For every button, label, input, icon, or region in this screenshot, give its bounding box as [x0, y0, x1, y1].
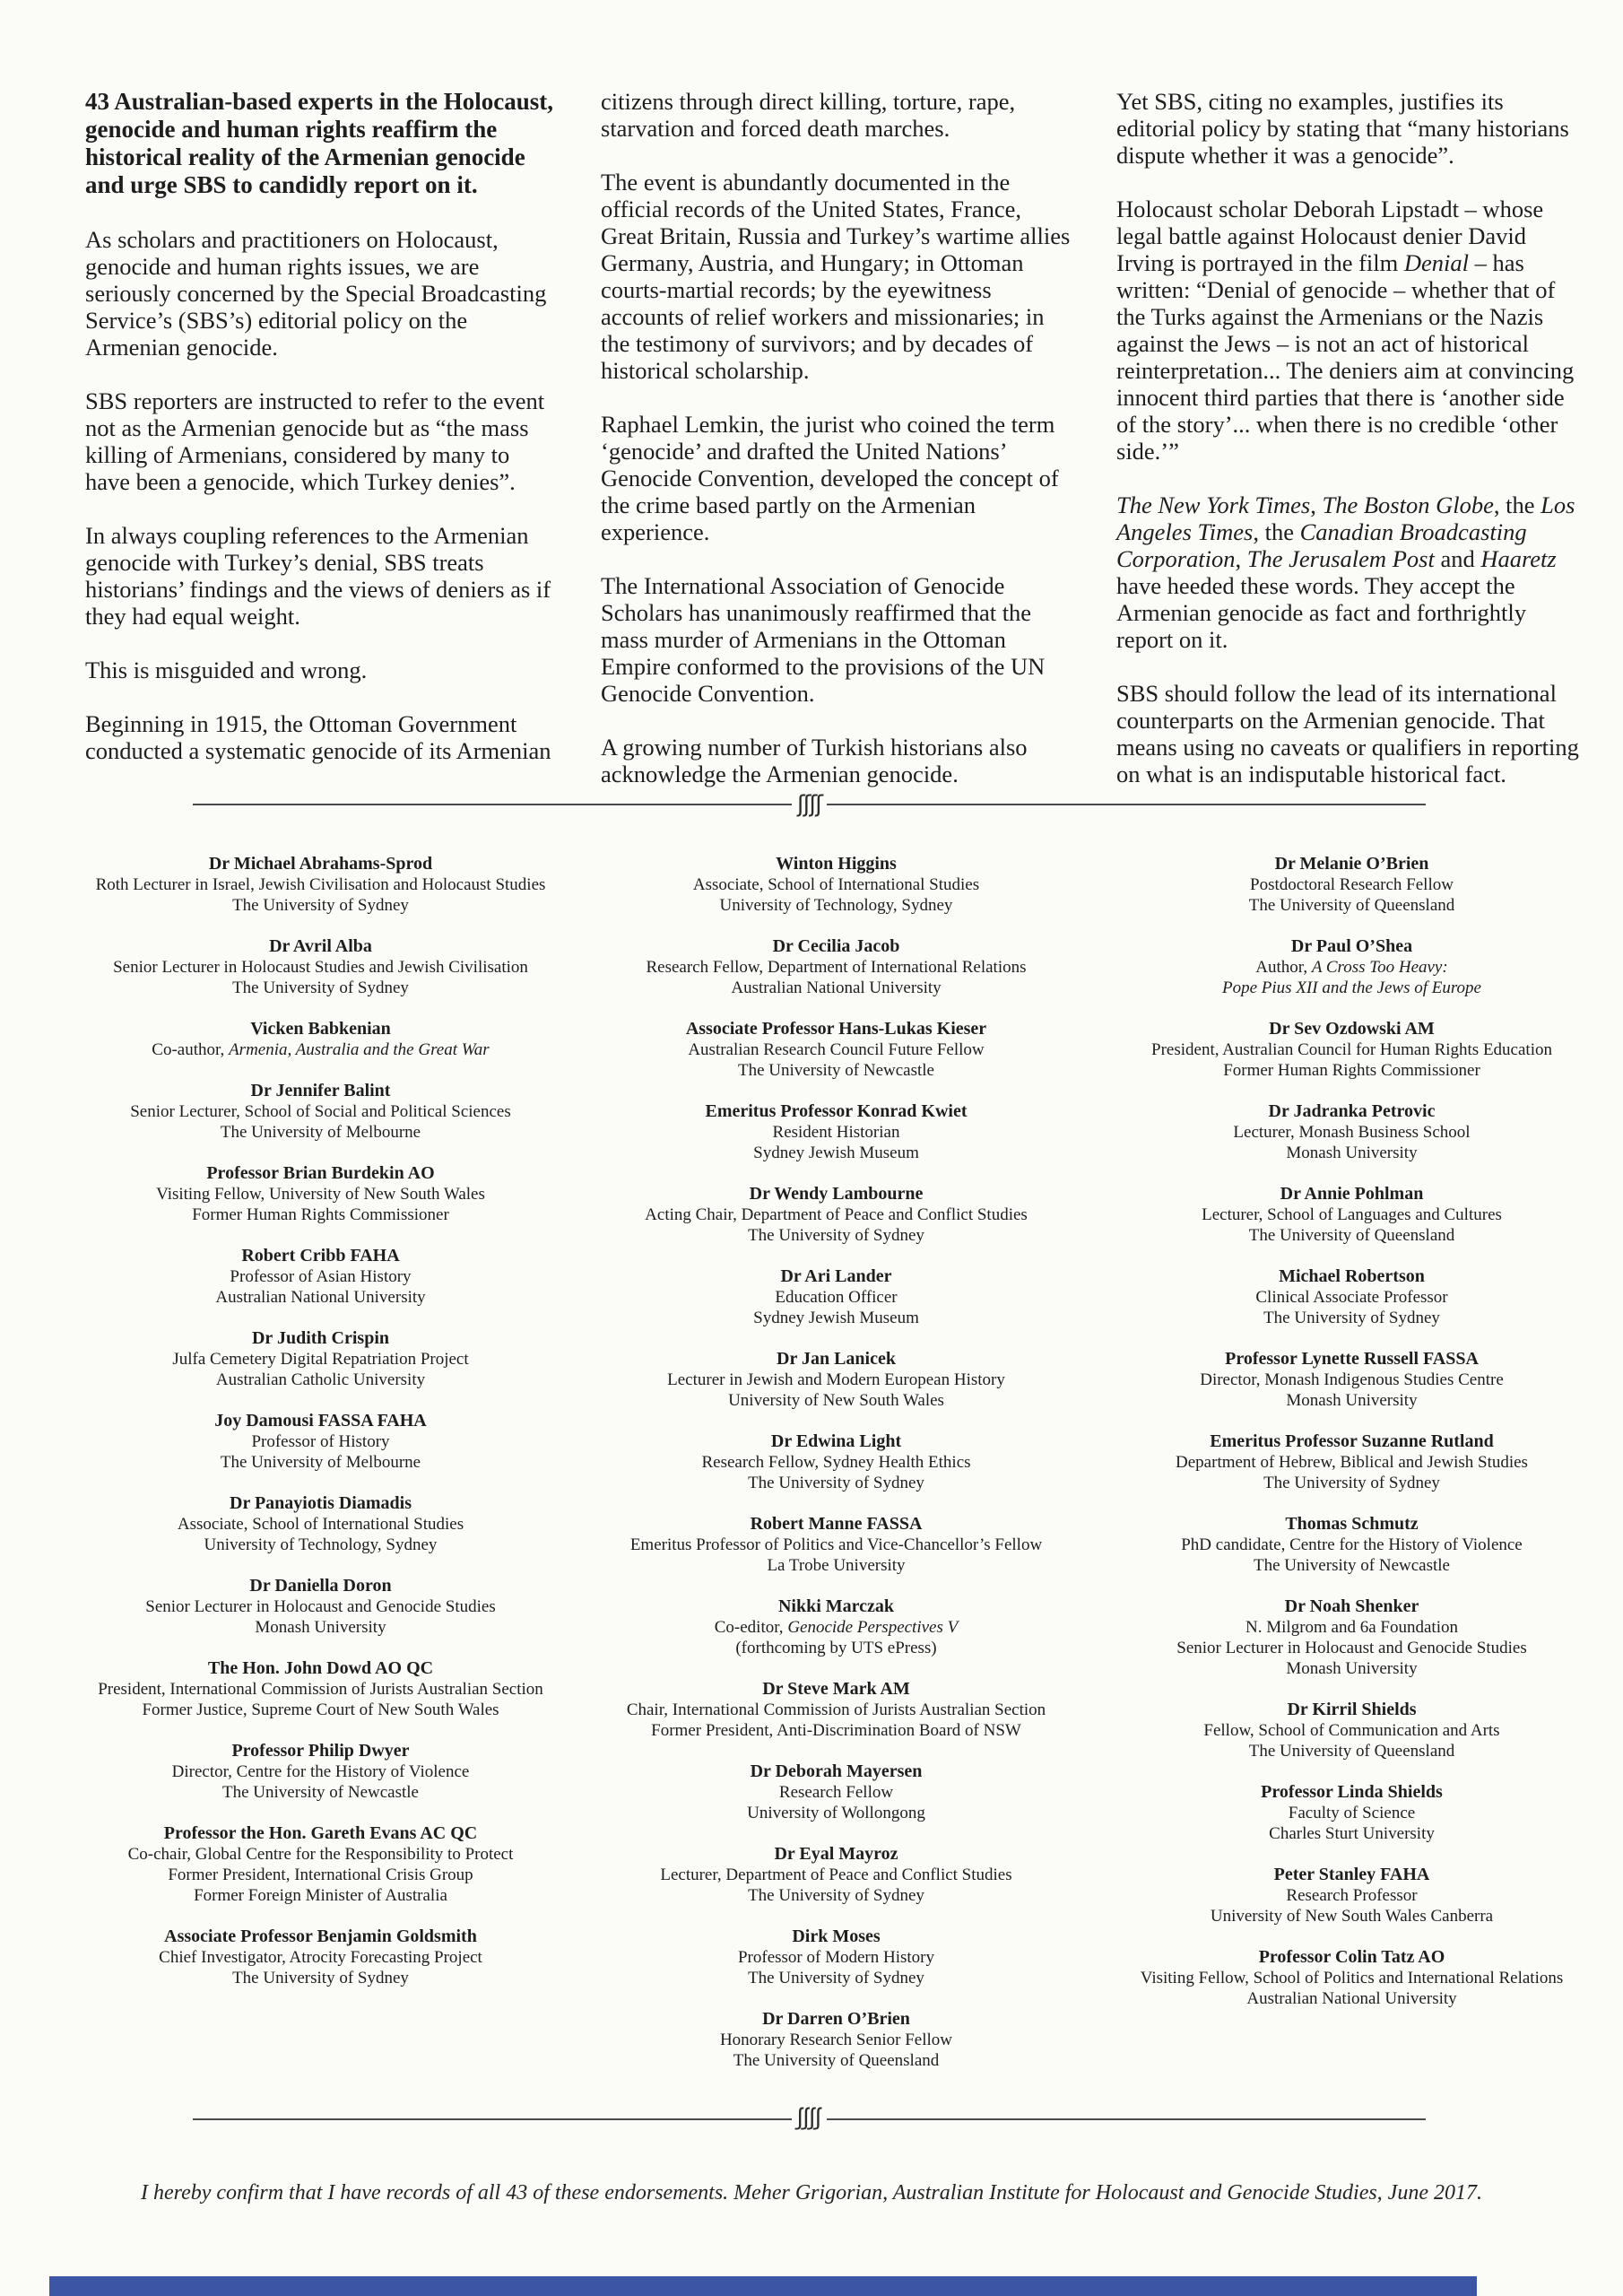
statement-paragraphs-2 [601, 88, 1072, 787]
signatory-name: Professor Linda Shields [1261, 1782, 1443, 1802]
signatory-entry [601, 1926, 1072, 1988]
signatory-name: Dirk Moses [792, 1926, 881, 1946]
signatory-detail: Australian Catholic University [215, 1370, 426, 1389]
signatory-entry [1116, 854, 1587, 916]
signatory-entry [1116, 1101, 1587, 1163]
signatory-detail: Co-chair, Global Centre for the Responsibility to Protect [127, 1845, 514, 1864]
signatory-detail: Faculty of Science [1288, 1804, 1416, 1822]
statement-paragraph: citizens through direct killing, torture, rape, starvation and forced death marches. [601, 88, 1016, 142]
signatory-detail: Department of Hebrew, Biblical and Jewish Studies [1176, 1453, 1528, 1472]
signatory-detail: La Trobe University [767, 1556, 906, 1575]
statement-paragraph: The International Association of Genocide Scholars has unanimously reaffirmed that the mass murder of Armenians in the Ottoman Empire conformed to the provisions of the UN Genocide Convention. [601, 572, 1046, 707]
statement-headline: 43 Australian-based experts in the Holocaust, genocide and human rights reaffirm the historical reality of the Armenian genocide and urge SBS to candidly report on it. [85, 88, 554, 198]
statement-paragraph: A growing number of Turkish historians also acknowledge the Armenian genocide. [601, 734, 1028, 787]
signatory-detail: N. Milgrom and 6a Foundation [1245, 1618, 1458, 1637]
signatory-name: Professor Colin Tatz AO [1258, 1947, 1445, 1967]
signatory-detail: Fellow, School of Communication and Arts [1203, 1721, 1500, 1740]
signatory-entry [1116, 1947, 1587, 2009]
signatory-name: Associate Professor Hans-Lukas Kieser [685, 1019, 987, 1039]
signatory-name: Joy Damousi FASSA FAHA [214, 1411, 427, 1431]
divider-rule-right [827, 2118, 1426, 2120]
signatory-entry [1116, 1700, 1587, 1761]
signatory-detail: The University of Sydney [232, 1969, 409, 1987]
signatory-detail: (forthcoming by UTS ePress) [735, 1639, 937, 1657]
signatory-detail: The University of Melbourne [220, 1123, 421, 1142]
signatory-entry [601, 2009, 1072, 2071]
signatory-detail: Director, Centre for the History of Violence [171, 1762, 470, 1781]
signatory-column-2 [601, 854, 1072, 2092]
signatory-entry [85, 1081, 556, 1143]
signatory-entry [1116, 1431, 1587, 1493]
signatory-entry [601, 936, 1072, 998]
signatory-name: Dr Sev Ozdowski AM [1269, 1019, 1435, 1039]
signatory-entry [601, 1184, 1072, 1246]
signatory-name: Dr Jadranka Petrovic [1268, 1101, 1436, 1121]
signatory-detail: Professor of Asian History [230, 1267, 412, 1286]
signatory-detail: Research Fellow, Sydney Health Ethics [701, 1453, 971, 1472]
signatory-detail: The University of Queensland [1248, 896, 1455, 915]
signatory-detail: Monash University [1286, 1659, 1418, 1678]
signatory-name: Robert Manne FASSA [750, 1514, 923, 1534]
signatory-column-3 [1116, 854, 1587, 2092]
signatory-name: Dr Noah Shenker [1284, 1596, 1419, 1616]
signatory-entry [1116, 1782, 1587, 1844]
signatory-detail: Author, A Cross Too Heavy: [1255, 958, 1448, 977]
signatory-entry [601, 854, 1072, 916]
signatory-detail: Associate, School of International Studies [177, 1515, 464, 1534]
statement-paragraph: Beginning in 1915, the Ottoman Government conducted a systematic genocide of its Armenian [85, 710, 551, 764]
signatory-entry [85, 1328, 556, 1390]
signatory-detail: Professor of Modern History [737, 1948, 934, 1967]
signatory-detail: Monash University [1286, 1391, 1418, 1410]
signatory-detail: The University of Sydney [748, 1474, 924, 1492]
signatory-entry [85, 1823, 556, 1906]
signatory-name: Vicken Babkenian [250, 1019, 391, 1039]
signatory-detail: Monash University [1286, 1144, 1418, 1162]
signatory-detail: Sydney Jewish Museum [753, 1309, 919, 1327]
signatory-detail: Pope Pius XII and the Jews of Europe [1222, 978, 1481, 997]
signatory-detail: The University of Sydney [748, 1886, 924, 1905]
divider-rule-right [827, 804, 1426, 805]
signatory-entry [601, 1349, 1072, 1411]
signatory-detail: Lecturer, School of Languages and Cultures [1202, 1205, 1502, 1224]
signatory-detail: Director, Monash Indigenous Studies Centre [1200, 1370, 1504, 1389]
signatory-detail: University of Wollongong [747, 1804, 925, 1822]
signatory-entry [1116, 1266, 1587, 1328]
signatory-detail: The University of Sydney [1263, 1309, 1440, 1327]
signatory-name: Dr Wendy Lambourne [749, 1184, 924, 1204]
signatory-entry [1116, 1349, 1587, 1411]
signatory-entry [601, 1761, 1072, 1823]
signatory-detail: Associate, School of International Studies [692, 875, 980, 894]
signatory-detail: Visiting Fellow, University of New South Wales [156, 1185, 485, 1204]
statement-paragraph: This is misguided and wrong. [85, 657, 368, 683]
signatory-name: Peter Stanley FAHA [1273, 1865, 1430, 1884]
statement-paragraph: Raphael Lemkin, the jurist who coined the term ‘genocide’ and drafted the United Nations’ Genocide Convention, developed the concept of the crime based partly on the Armenian experience. [601, 411, 1059, 545]
signatory-name: Dr Steve Mark AM [762, 1679, 910, 1699]
signatory-detail: The University of Newcastle [738, 1061, 934, 1080]
signatory-detail: The University of Newcastle [222, 1783, 419, 1802]
signatory-entry [601, 1844, 1072, 1906]
signatory-name: Dr Daniella Doron [249, 1576, 392, 1596]
signatory-detail: The University of Queensland [1248, 1742, 1455, 1761]
signatory-detail: Charles Sturt University [1269, 1824, 1435, 1843]
signatory-name: Dr Panayiotis Diamadis [230, 1493, 412, 1513]
statement-paragraph: SBS reporters are instructed to refer to the event not as the Armenian genocide but as “the mass killing of Armenians, considered by many to have been a genocide, which Turkey denies”. [85, 387, 545, 495]
signatory-name: Thomas Schmutz [1285, 1514, 1419, 1534]
signatory-name: Winton Higgins [776, 854, 897, 874]
confirmation-line: I hereby confirm that I have records of all 43 of these endorsements. Meher Grigorian, Australian Institute for Holocaust and Genocide Studies, June 2017. [140, 2181, 1482, 2205]
signatory-detail: Visiting Fellow, School of Politics and International Relations [1140, 1969, 1564, 1987]
signatory-entry [85, 854, 556, 916]
section-mark-icon: ʃʃʃʃ [797, 2106, 821, 2133]
signatory-entry [1116, 936, 1587, 998]
signatory-detail: Former President, International Crisis Group [168, 1866, 473, 1884]
section-mark-icon: ʃʃʃʃ [797, 791, 821, 818]
signatory-detail: Lecturer, Department of Peace and Conflict Studies [660, 1866, 1012, 1884]
signatory-detail: The University of Melbourne [220, 1453, 421, 1472]
signatory-entry [85, 1741, 556, 1803]
statement-column-1 [85, 88, 556, 814]
signatory-name: Dr Michael Abrahams-Sprod [208, 854, 433, 874]
signatory-entry [601, 1266, 1072, 1328]
signatory-entry [85, 1411, 556, 1473]
signatory-entry [601, 1019, 1072, 1081]
top-divider [193, 789, 1426, 820]
signatory-detail: The University of Sydney [748, 1226, 924, 1245]
signatory-detail: Honorary Research Senior Fellow [719, 2031, 953, 2049]
signatory-entry [85, 1576, 556, 1638]
signatory-detail: Senior Lecturer in Holocaust Studies and Jewish Civilisation [113, 958, 528, 977]
signatory-detail: Research Fellow, Department of International Relations [646, 958, 1027, 977]
signatory-detail: Resident Historian [772, 1123, 900, 1142]
signatory-detail: Julfa Cemetery Digital Repatriation Project [172, 1350, 469, 1369]
signatory-detail: Australian National University [215, 1288, 426, 1307]
signatory-name: Dr Eyal Mayroz [774, 1844, 898, 1864]
signatory-detail: Emeritus Professor of Politics and Vice-Chancellor’s Fellow [629, 1535, 1043, 1554]
signatory-entry [1116, 1019, 1587, 1081]
signatory-entry [85, 1493, 556, 1555]
signatory-entry [85, 1246, 556, 1308]
signatory-detail: Sydney Jewish Museum [753, 1144, 919, 1162]
signatory-detail: President, Australian Council for Human Rights Education [1151, 1040, 1552, 1059]
signatory-detail: Former Foreign Minister of Australia [194, 1886, 447, 1905]
statement-paragraphs-1 [85, 226, 556, 764]
signatory-detail: The University of Sydney [1263, 1474, 1440, 1492]
statement-paragraph: SBS should follow the lead of its international counterparts on the Armenian genocide. That means using no caveats or qualifiers in reporting on what is an indisputable historical fact. [1116, 680, 1579, 787]
signatory-name: Associate Professor Benjamin Goldsmith [164, 1926, 477, 1946]
signatory-detail: Senior Lecturer in Holocaust and Genocide Studies [1176, 1639, 1527, 1657]
signatory-name: Dr Melanie O’Brien [1274, 854, 1429, 874]
signatory-entry [601, 1596, 1072, 1658]
signatory-detail: Clinical Associate Professor [1255, 1288, 1448, 1307]
signatory-entry [601, 1101, 1072, 1163]
statement-paragraph: Yet SBS, citing no examples, justifies its editorial policy by stating that “many historians dispute whether it was a genocide”. [1116, 88, 1569, 169]
signatory-detail: Former Human Rights Commissioner [192, 1205, 449, 1224]
signatory-detail: University of Technology, Sydney [719, 896, 953, 915]
signatory-column-1 [85, 854, 556, 2092]
statement-column-2 [601, 88, 1072, 818]
signatory-entry [601, 1679, 1072, 1741]
signatory-entry [1116, 1514, 1587, 1576]
signatory-detail: Australian Research Council Future Fellow [688, 1040, 985, 1059]
signatory-name: Professor Philip Dwyer [231, 1741, 410, 1761]
signatory-detail: Australian National University [1246, 1989, 1457, 2008]
signatory-name: Dr Edwina Light [770, 1431, 902, 1451]
signatory-detail: Senior Lecturer in Holocaust and Genocide Studies [145, 1597, 496, 1616]
bottom-accent-bar [49, 2276, 1477, 2296]
signatory-name: Professor the Hon. Gareth Evans AC QC [163, 1823, 478, 1843]
statement-column-3 [1116, 88, 1587, 814]
signatories-section [85, 854, 1587, 2092]
signatory-entry [1116, 1865, 1587, 1926]
signatory-detail: Monash University [255, 1618, 386, 1637]
signatory-entry [85, 1019, 556, 1060]
signatory-detail: Chair, International Commission of Jurists Australian Section [626, 1700, 1046, 1719]
statement-paragraph: The New York Times, The Boston Globe, the Los Angeles Times, the Canadian Broadcasting Corporation, The Jerusalem Post and Haaretz have heeded these words. They accept the Armenian genocide as fact and forthrightly report on it. [1116, 491, 1575, 653]
signatory-detail: The University of Sydney [232, 896, 409, 915]
signatory-detail: The University of Sydney [748, 1969, 924, 1987]
signatory-detail: The University of Sydney [232, 978, 409, 997]
signatory-detail: Australian National University [731, 978, 942, 997]
signatory-name: Dr Kirril Shields [1287, 1700, 1417, 1719]
bottom-divider [193, 2104, 1426, 2135]
signatory-detail: Acting Chair, Department of Peace and Conflict Studies [645, 1205, 1028, 1224]
signatory-detail: Former Human Rights Commissioner [1223, 1061, 1480, 1080]
signatory-entry [85, 936, 556, 998]
signatory-detail: University of New South Wales Canberra [1210, 1907, 1494, 1926]
signatory-name: Dr Deborah Mayersen [750, 1761, 923, 1781]
signatory-entry [601, 1431, 1072, 1493]
signatory-name: Dr Paul O’Shea [1290, 936, 1413, 956]
signatory-name: Dr Ari Lander [780, 1266, 892, 1286]
signatory-detail: Lecturer in Jewish and Modern European History [667, 1370, 1005, 1389]
signatory-name: Dr Judith Crispin [251, 1328, 389, 1348]
signatory-name: Professor Lynette Russell FASSA [1225, 1349, 1479, 1369]
signatory-detail: University of New South Wales [728, 1391, 944, 1410]
signatory-name: The Hon. John Dowd AO QC [207, 1658, 434, 1678]
signatory-detail: Co-editor, Genocide Perspectives V [714, 1618, 959, 1637]
signatory-name: Dr Darren O’Brien [762, 2009, 910, 2029]
signatory-name: Nikki Marczak [777, 1596, 895, 1616]
signatory-detail: The University of Queensland [1248, 1226, 1455, 1245]
signatory-detail: Former President, Anti-Discrimination Board of NSW [651, 1721, 1021, 1740]
signatory-name: Dr Avril Alba [269, 936, 372, 956]
signatory-name: Emeritus Professor Suzanne Rutland [1210, 1431, 1494, 1451]
signatory-detail: Co-author, Armenia, Australia and the Great War [152, 1040, 490, 1059]
signatory-detail: Education Officer [775, 1288, 898, 1307]
statement-paragraph: As scholars and practitioners on Holocaust, genocide and human rights issues, we are seriously concerned by the Special Broadcasting Service’s (SBS’s) editorial policy on the Armenian genocide. [85, 226, 547, 361]
signatory-entry [85, 1163, 556, 1225]
signatory-entry [1116, 1596, 1587, 1679]
signatory-name: Professor Brian Burdekin AO [206, 1163, 435, 1183]
statement-paragraph: Holocaust scholar Deborah Lipstadt – whose legal battle against Holocaust denier David Irving is portrayed in the film Denial – has written: “Denial of genocide – whether that of the Turks against the Armenians or the Nazis against the Jews – is not an act of historical reinterpretation... The deniers aim at convincing innocent third parties that there is ‘another side of the story’... when there is no credible ‘other side.’” [1116, 196, 1575, 465]
signatory-entry [601, 1514, 1072, 1576]
signatory-detail: Chief Investigator, Atrocity Forecasting Project [159, 1948, 482, 1967]
signatory-detail: Postdoctoral Research Fellow [1250, 875, 1454, 894]
divider-rule-left [193, 804, 792, 805]
signatory-name: Dr Annie Pohlman [1280, 1184, 1424, 1204]
signatory-name: Dr Jennifer Balint [250, 1081, 391, 1100]
signatory-entry [85, 1658, 556, 1720]
statement-paragraph: The event is abundantly documented in the official records of the United States, France, Great Britain, Russia and Turkey’s wartime allies Germany, Austria, and Hungary; in Ottoman courts-martial records; by the eyewitness accounts of relief workers and missionaries; in the testimony of survivors; and by decades of historical scholarship. [601, 169, 1071, 384]
signatory-detail: PhD candidate, Centre for the History of Violence [1181, 1535, 1523, 1554]
divider-rule-left [193, 2118, 792, 2120]
signatory-name: Michael Robertson [1279, 1266, 1425, 1286]
signatory-detail: University of Technology, Sydney [204, 1535, 438, 1554]
statement-section [85, 88, 1587, 818]
statement-paragraphs-3 [1116, 88, 1587, 787]
signatory-detail: Former Justice, Supreme Court of New South Wales [142, 1700, 499, 1719]
signatory-name: Robert Cribb FAHA [241, 1246, 400, 1265]
signatory-detail: Senior Lecturer, School of Social and Political Sciences [130, 1102, 511, 1121]
signatory-name: Dr Jan Lanicek [777, 1349, 896, 1369]
signatory-detail: The University of Queensland [733, 2051, 940, 2070]
signatory-name: Dr Cecilia Jacob [772, 936, 900, 956]
signatory-name: Emeritus Professor Konrad Kwiet [705, 1101, 968, 1121]
signatory-entry [1116, 1184, 1587, 1246]
signatory-detail: Roth Lecturer in Israel, Jewish Civilisation and Holocaust Studies [95, 875, 546, 894]
signatory-detail: Lecturer, Monash Business School [1233, 1123, 1471, 1142]
signatory-detail: President, International Commission of Jurists Australian Section [98, 1680, 543, 1699]
signatory-detail: Research Professor [1286, 1886, 1418, 1905]
statement-paragraph: In always coupling references to the Armenian genocide with Turkey’s denial, SBS treats historians’ findings and the views of deniers as if they had equal weight. [85, 522, 551, 630]
signatory-detail: Professor of History [251, 1432, 390, 1451]
signatory-detail: Research Fellow [778, 1783, 894, 1802]
signatory-detail: The University of Newcastle [1254, 1556, 1450, 1575]
signatory-entry [85, 1926, 556, 1988]
